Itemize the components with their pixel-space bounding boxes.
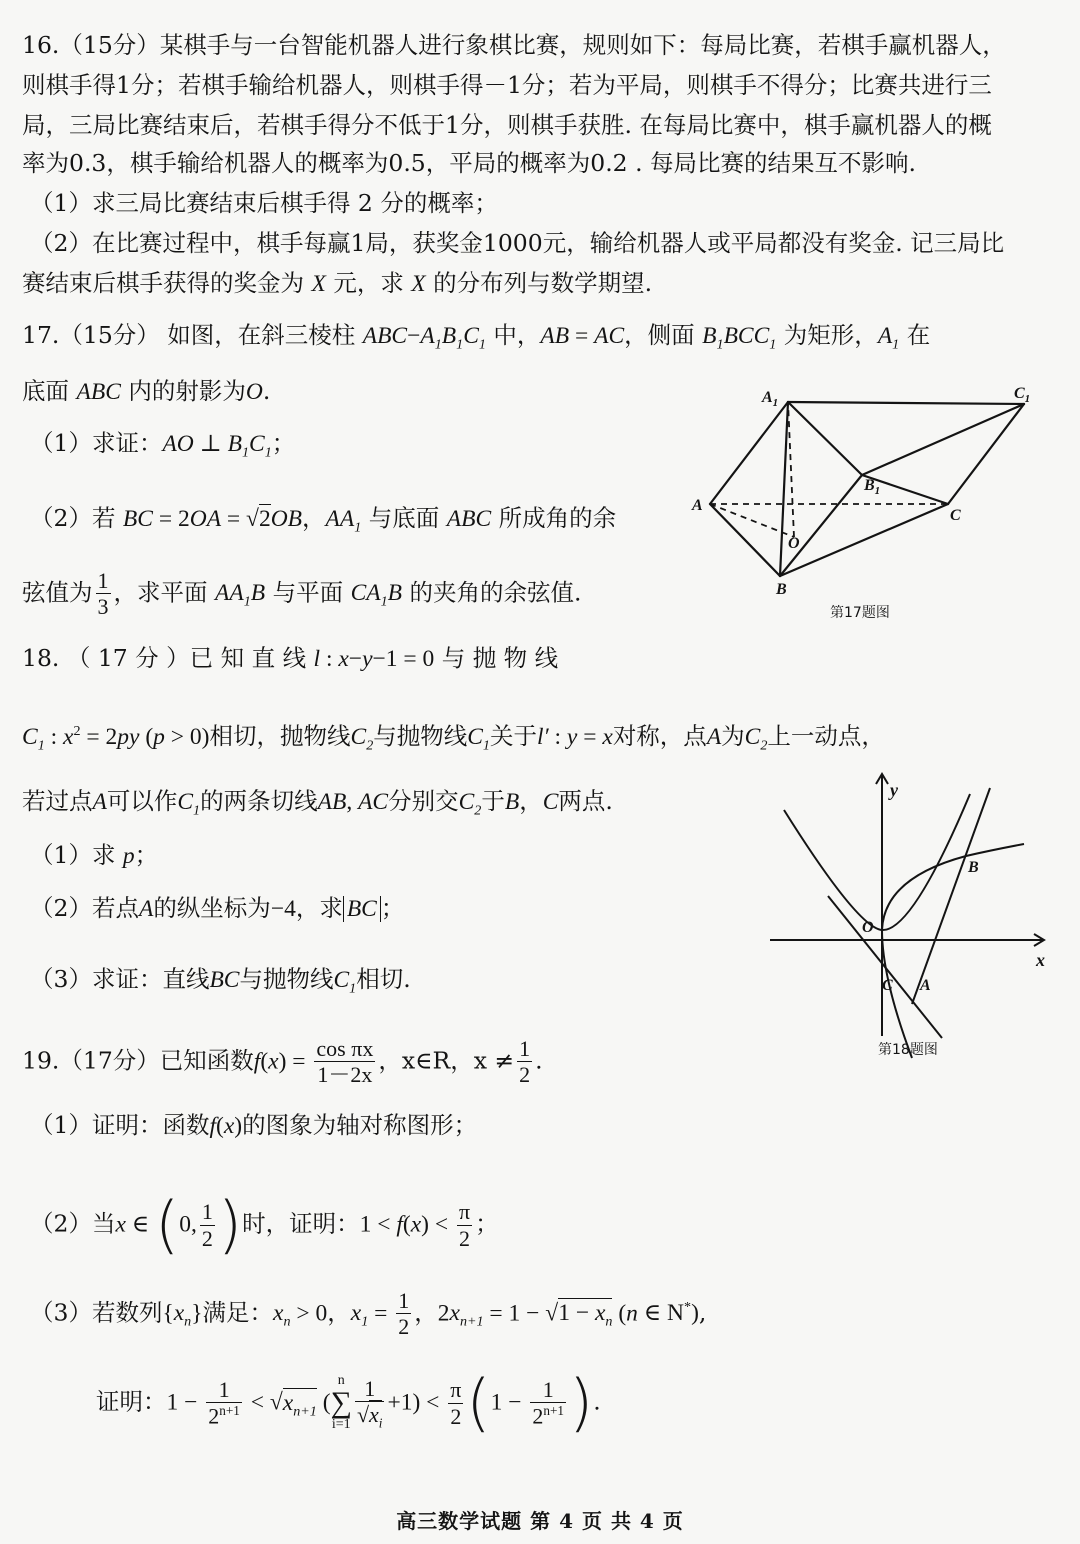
q18-line3: 若过点A可以作$C_1$的两条切线AB, AC分别交$C_2$于B，C两点.	[22, 787, 613, 819]
q19-part2: （2）当x ∈ (0, $\frac{1}{2}$ )时，证明：1 < f(x) < $\frac{\pi}{2}$ ；	[30, 1188, 499, 1261]
label-C: C	[950, 507, 961, 524]
q18-caption: 第18题图	[878, 1042, 938, 1058]
q17-caption: 第17题图	[830, 605, 890, 621]
label-x: x	[1036, 950, 1045, 970]
q19-part3: （3）若数列$\{x_n\}$满足：$x_n > 0$，$x_1$ = $\frac{1}{2}$ ，$2x_{n+1} = 1 - √1 - x_n$ (n ∈ N*),	[30, 1288, 707, 1340]
label-y: y	[890, 780, 898, 800]
q17-line2: 底面 ABC 内的射影为O.	[22, 377, 271, 405]
q17-figure	[680, 380, 1060, 630]
q16-part1: （1）求三局比赛结束后棋手得 2 分的概率；	[30, 189, 498, 217]
q19-part1: （1）证明：函数f(x)的图象为轴对称图形；	[30, 1111, 478, 1139]
q18-part3: （3）求证：直线BC与抛物线$C_1$相切.	[30, 965, 411, 997]
q17-head: 17.（15分） 如图，在斜三棱柱 $ABC-A_1B_1C_1$ 中，AB = AC，侧面 $B_1BCC_1$ 为矩形，$A_1$ 在	[22, 321, 931, 353]
q16-line4: 率为0.3，棋手输给机器人的概率为0.5，平局的概率为0.2 . 每局比赛的结果互不影响.	[22, 149, 916, 177]
q18-part1: （1）求 p；	[30, 841, 159, 869]
label-B1: $B_1$	[864, 477, 881, 497]
label-B: B	[776, 581, 787, 598]
q18-line2: $C_1$ : $x^2 = 2py$ (p > 0)相切，抛物线$C_2$与抛物线$C_1$关于l′ : y = x对称，点A为$C_2$上一动点，	[22, 721, 885, 754]
q19-head: 19.（17分）已知函数f(x) = $\frac{\text{cos πx}}{1-2x}$ ，x∈R，x ≠ $\frac{1}{2}$ .	[22, 1036, 543, 1088]
label-C18: C	[882, 977, 893, 994]
label-A18: A	[920, 977, 931, 994]
q16-part2a: （2）在比赛过程中，棋手每赢1局，获奖金1000元，输给机器人或平局都没有奖金. 记三局比	[30, 229, 1005, 257]
q17-part2: （2）若 BC = 2OA = √2OB，$AA_1$ 与底面 ABC 所成角的余	[30, 504, 617, 536]
q17-part1: （1）求证：AO ⊥ $B_1C_1$；	[30, 429, 296, 461]
label-C1: $C_1$	[1014, 385, 1031, 405]
q16-line1: 16.（15分）某棋手与一台智能机器人进行象棋比赛，规则如下：每局比赛，若棋手赢机器人，	[22, 31, 1006, 59]
q18-figure	[762, 768, 1062, 1068]
q18-part2: （2）若点A的纵坐标为−4，求 BC ；	[30, 894, 405, 922]
page-footer: 高三数学试题 第 4 页 共 4 页	[396, 1509, 684, 1533]
label-A1: $A_1$	[762, 389, 779, 409]
q19-prove: 证明：1 − $\frac{1}{2^{n+1}}$ < $√x_{n+1}$ (n ∑ i=1 $\frac{1}{√x_i}$ +1) < $\frac{\pi}{2}$ (1 − $\frac{1}{2^{n+1}}$ ).	[96, 1366, 601, 1439]
label-A: A	[692, 497, 703, 514]
label-O18: O	[862, 919, 874, 936]
q18-head: 18. （ 17 分 ）已 知 直 线 l : x−y−1 = 0 与 抛 物 线	[22, 644, 559, 672]
q16-part2b: 赛结束后棋手获得的奖金为 X 元，求 X 的分布列与数学期望.	[22, 269, 653, 297]
label-O: O	[788, 535, 800, 552]
q17-part2-cont: 弦值为 $\frac{1}{3}$ ，求平面 $AA_1B$ 与平面 $CA_1B$ 的夹角的余弦值.	[22, 568, 582, 620]
q16-line2: 则棋手得1分；若棋手输给机器人，则棋手得－1分；若为平局，则棋手不得分；比赛共进行三	[22, 71, 992, 99]
label-B18: B	[968, 859, 979, 876]
q16-line3: 局，三局比赛结束后，若棋手得分不低于1分，则棋手获胜. 在每局比赛中，棋手赢机器人的概	[22, 111, 992, 139]
